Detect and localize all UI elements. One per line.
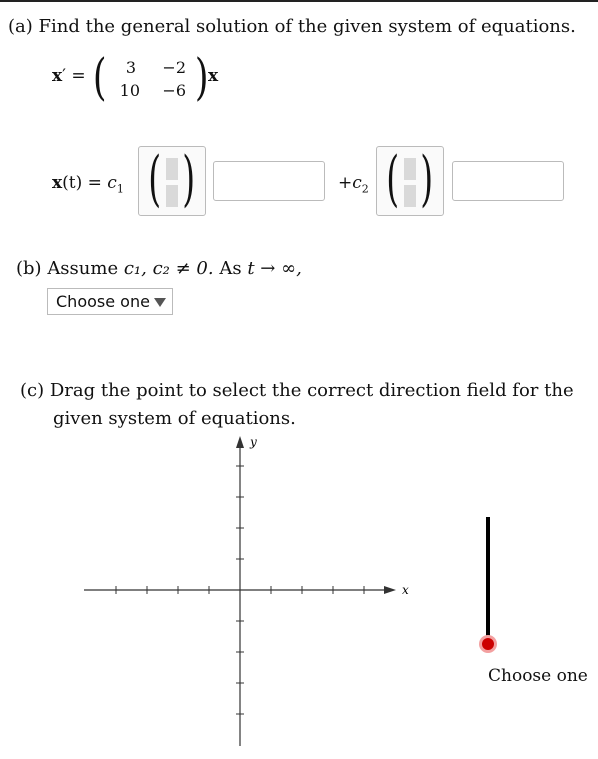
solution-lhs-rest: (t) = xyxy=(62,173,102,193)
system-lhs-prime: ′ xyxy=(62,66,67,86)
vector-2-left-paren: ( xyxy=(386,144,400,214)
matrix-cell-22: −6 xyxy=(162,81,186,100)
x-axis-label: x xyxy=(402,583,409,597)
vector-2-right-paren: ) xyxy=(420,144,434,214)
solution-lhs-x: x xyxy=(52,173,63,193)
matrix-cell-21: 10 xyxy=(119,81,140,100)
system-lhs-x: x xyxy=(52,66,63,86)
limit-behavior-select-value: Choose one xyxy=(56,292,150,311)
part-a-prompt: Find the general solution of the given system of equations. xyxy=(38,16,576,37)
matrix-cell-11: 3 xyxy=(125,58,136,77)
part-c-prompt-line2: given system of equations. xyxy=(53,408,296,429)
coef-c2-sub: 2 xyxy=(361,182,369,196)
vector-1-right-paren: ) xyxy=(182,144,196,214)
system-equals: = xyxy=(71,66,86,86)
matrix-right-paren: ) xyxy=(194,48,209,106)
coef-c2: +c xyxy=(338,173,362,193)
part-b-label: (b) xyxy=(16,258,42,279)
coef-c1: c xyxy=(107,173,117,193)
part-b-as: As xyxy=(219,258,242,279)
slider-handle[interactable] xyxy=(482,638,494,650)
system-rhs-x: x xyxy=(208,66,219,86)
vector-1-left-paren: ( xyxy=(148,144,162,214)
x-axis-arrow xyxy=(384,586,396,594)
part-c-prompt-line1: Drag the point to select the correct direction field for the xyxy=(49,380,574,401)
part-b-limit: t → ∞, xyxy=(247,258,302,279)
matrix-cell-12: −2 xyxy=(162,58,186,77)
coef-c1-sub: 1 xyxy=(116,182,124,196)
y-axis-label: y xyxy=(250,435,257,449)
part-b-prefix: Assume xyxy=(47,258,119,279)
slider-choice-label: Choose one xyxy=(488,666,588,686)
part-b-constants: c₁, c₂ ≠ 0. xyxy=(123,258,214,279)
part-a-label: (a) xyxy=(8,16,33,37)
y-axis-arrow xyxy=(236,436,244,448)
matrix-left-paren: ( xyxy=(92,48,107,106)
graph-axes xyxy=(84,436,396,746)
part-c-label: (c) xyxy=(20,380,45,401)
